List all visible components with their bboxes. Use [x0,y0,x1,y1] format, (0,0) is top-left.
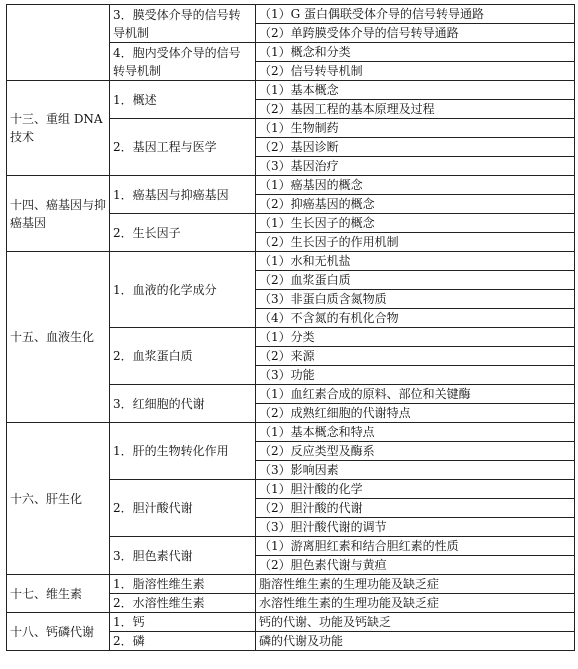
topic-cell: 2．血浆蛋白质 [110,328,256,385]
syllabus-table [6,4,575,651]
topic-cell: 1．钙 [110,613,256,632]
section-title: 十八、钙磷代谢 [7,613,110,651]
table-row [7,613,575,632]
topic-cell: 2．胆汁酸代谢 [110,480,256,537]
item-cell: （3）基因治疗 [256,157,575,176]
item-cell: （2）反应类型及酶系 [256,442,575,461]
item-cell: （1）G 蛋白偶联受体介导的信号转导通路 [256,5,575,24]
item-cell: 脂溶性维生素的生理功能及缺乏症 [256,575,575,594]
item-cell: （2）胆色素代谢与黄疸 [256,556,575,575]
section-title: 十七、维生素 [7,575,110,613]
topic-cell: 1．概述 [110,81,256,119]
item-cell: （2）胆汁酸的代谢 [256,499,575,518]
item-cell: （1）胆汁酸的化学 [256,480,575,499]
item-cell: （2）基因工程的基本原理及过程 [256,100,575,119]
item-cell: （1）分类 [256,328,575,347]
section-title: 十六、肝生化 [7,423,110,575]
item-cell: （1）癌基因的概念 [256,176,575,195]
table-row [7,81,575,100]
section-title: 十五、血液生化 [7,252,110,423]
section-title: 十三、重组 DNA 技术 [7,81,110,176]
item-cell: （1）概念和分类 [256,43,575,62]
topic-cell: 3．胆色素代谢 [110,537,256,575]
item-cell: （1）生物制药 [256,119,575,138]
item-cell: 磷的代谢及功能 [256,632,575,651]
topic-cell: 2．生长因子 [110,214,256,252]
table-row [7,423,575,442]
item-cell: （1）基本概念和特点 [256,423,575,442]
topic-cell: 1．肝的生物转化作用 [110,423,256,480]
topic-cell: 1．脂溶性维生素 [110,575,256,594]
item-cell: （1）水和无机盐 [256,252,575,271]
item-cell: （2）成熟红细胞的代谢特点 [256,404,575,423]
section-title: 十四、癌基因与抑癌基因 [7,176,110,252]
item-cell: （2）基因诊断 [256,138,575,157]
item-cell: （1）游离胆红素和结合胆红素的性质 [256,537,575,556]
topic-cell: 4．胞内受体介导的信号转导机制 [110,43,256,81]
table-row [7,176,575,195]
item-cell: 钙的代谢、功能及钙缺乏 [256,613,575,632]
section-cell-continued [7,5,110,81]
item-cell: （3）影响因素 [256,461,575,480]
item-cell: （2）来源 [256,347,575,366]
topic-cell: 3．红细胞的代谢 [110,385,256,423]
item-cell: 水溶性维生素的生理功能及缺乏症 [256,594,575,613]
table-row [7,5,575,24]
item-cell: （2）生长因子的作用机制 [256,233,575,252]
item-cell: （2）抑癌基因的概念 [256,195,575,214]
topic-cell: 1．血液的化学成分 [110,252,256,328]
topic-cell: 2．磷 [110,632,256,651]
item-cell: （3）功能 [256,366,575,385]
topic-cell: 2．水溶性维生素 [110,594,256,613]
table-row [7,252,575,271]
item-cell: （1）血红素合成的原料、部位和关键酶 [256,385,575,404]
item-cell: （2）信号转导机制 [256,62,575,81]
item-cell: （4）不含氮的有机化合物 [256,309,575,328]
topic-cell: 2．基因工程与医学 [110,119,256,176]
item-cell: （1）基本概念 [256,81,575,100]
topic-cell: 3．膜受体介导的信号转导机制 [110,5,256,43]
item-cell: （3）非蛋白质含氮物质 [256,290,575,309]
item-cell: （1）生长因子的概念 [256,214,575,233]
item-cell: （2）单跨膜受体介导的信号转导通路 [256,24,575,43]
item-cell: （2）血浆蛋白质 [256,271,575,290]
item-cell: （3）胆汁酸代谢的调节 [256,518,575,537]
table-row [7,575,575,594]
topic-cell: 1．癌基因与抑癌基因 [110,176,256,214]
